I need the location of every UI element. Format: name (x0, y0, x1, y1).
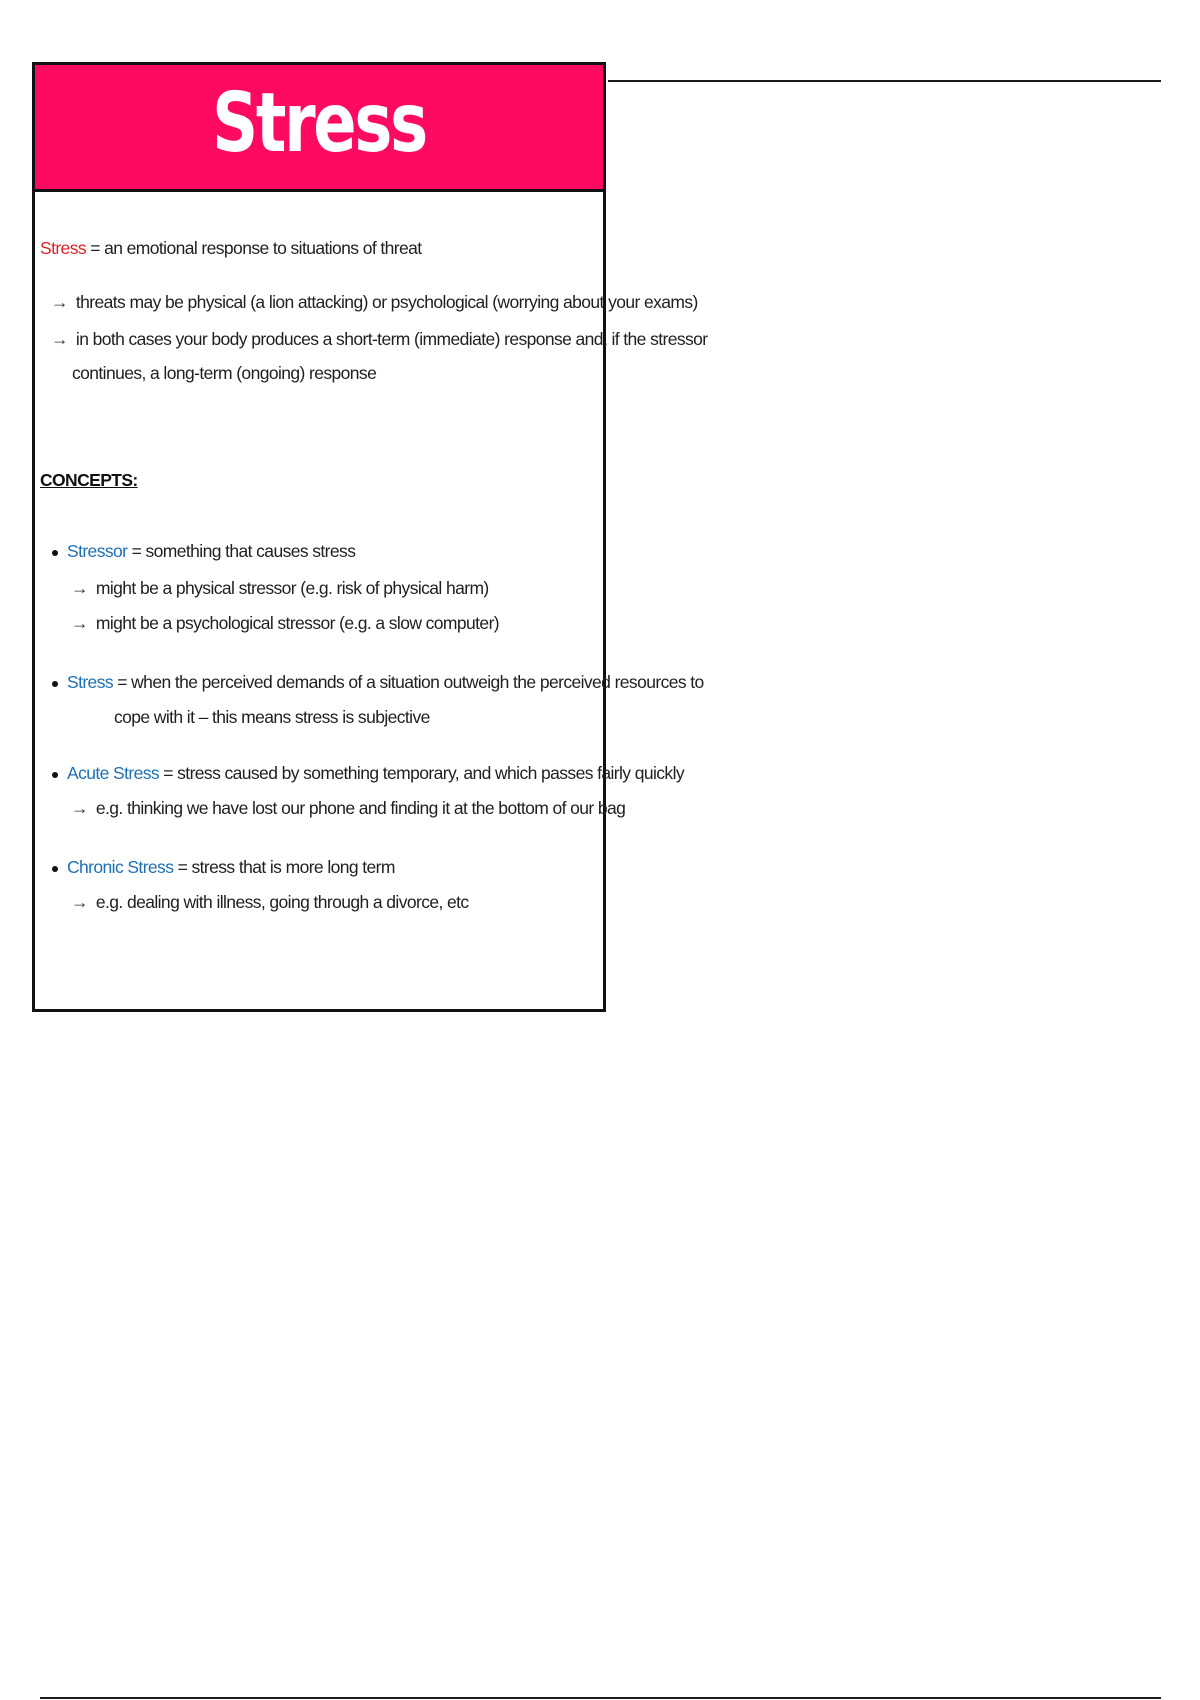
bullet-dot-icon (52, 550, 58, 556)
concept-item (67, 850, 395, 884)
intro-point-continuation: continues, a long-term (ongoing) response (72, 363, 377, 383)
top-rule (608, 80, 1161, 82)
arrow-icon: → (71, 613, 88, 633)
arrow-icon: → (51, 292, 68, 312)
concept-term: Acute Stress (67, 763, 160, 783)
intro-point (51, 322, 708, 356)
concept-definition: = stress caused by something temporary, and which passes fairly quickly (159, 763, 685, 783)
concept-item (67, 534, 355, 568)
title-banner (35, 65, 603, 192)
concept-item (67, 756, 684, 790)
intro-term: Stress (40, 238, 86, 258)
arrow-icon: → (71, 892, 88, 912)
arrow-icon: → (71, 798, 88, 818)
concept-definition: = stress that is more long term (173, 857, 395, 877)
bullet-dot-icon (52, 681, 58, 687)
arrow-icon: → (71, 578, 88, 598)
concept-item (67, 665, 704, 699)
intro-definition-text: = an emotional response to situations of threat (86, 238, 422, 258)
concept-subpoint-text: e.g. dealing with illness, going through a divorce, etc (95, 892, 469, 912)
concept-subpoint-text: might be a physical stressor (e.g. risk of physical harm) (95, 578, 489, 598)
concept-subpoint (71, 606, 499, 640)
bullet-dot-icon (52, 866, 58, 872)
bullet-dot-icon (52, 772, 58, 778)
concept-subpoint-text: e.g. thinking we have lost our phone and finding it at the bottom of our bag (95, 798, 626, 818)
concept-term: Chronic Stress (67, 857, 174, 877)
arrow-icon: → (51, 329, 68, 349)
intro-point (51, 285, 698, 319)
concept-definition: = something that causes stress (127, 541, 356, 561)
stress-card (32, 62, 708, 1012)
concepts-heading: CONCEPTS: (40, 470, 138, 490)
intro-definition (40, 231, 422, 265)
intro-point-text: threats may be physical (a lion attacking) or psychological (worrying about your exams) (75, 292, 698, 312)
concept-subpoint (71, 791, 625, 825)
concept-subpoint (71, 885, 469, 919)
intro-point-text: in both cases your body produces a short-term (immediate) response and, if the stressor (75, 329, 708, 349)
concept-term: Stressor (67, 541, 128, 561)
concept-subpoint-text: might be a psychological stressor (e.g. a slow computer) (95, 613, 500, 633)
bottom-rule (40, 1697, 1161, 1699)
card-title: Stress (212, 76, 426, 171)
concept-continuation: cope with it – this means stress is subjective (114, 707, 430, 727)
concept-definition: = when the perceived demands of a situation outweigh the perceived resources to (113, 672, 704, 692)
concept-subpoint (71, 571, 489, 605)
concept-term: Stress (67, 672, 113, 692)
